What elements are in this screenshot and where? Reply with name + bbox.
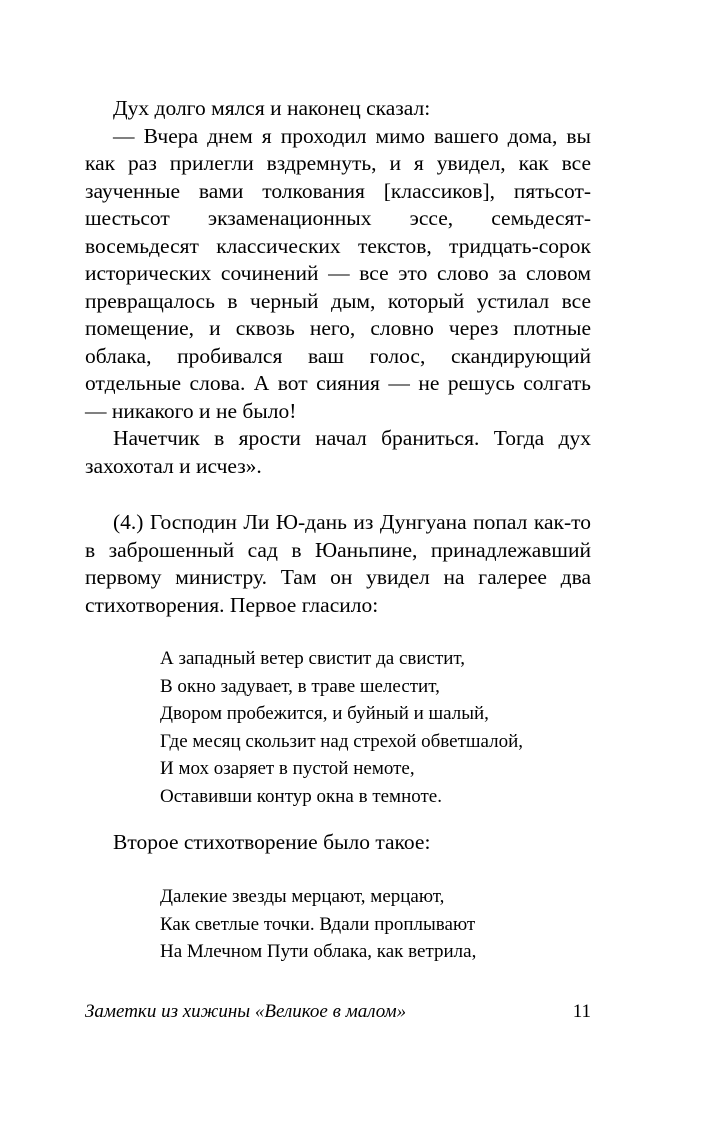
verse-line: И мох озаряет в пустой немоте, (160, 758, 415, 780)
verse-line: Как светлые точки. Вдали проплывают (160, 913, 476, 935)
paragraph: Дух долго мялся и наконец сказал: (113, 96, 431, 120)
verse-line: Оставивши контур окна в темноте. (160, 785, 442, 807)
text-block-dialogue (85, 95, 591, 480)
verse-line: В окно задувает, в траве шелестит, (160, 675, 440, 697)
paragraph: (4.) Господин Ли Ю-дань из Дунгуана попал как-то в заброшенный сад в Юаньпине, принадлежавший первому министру. Там он увидел на галерее два стихотворения. Первое гласило: (85, 510, 591, 617)
text-block-second-poem-intro (85, 829, 591, 857)
running-title: Заметки из хижины «Великое в малом» (85, 1001, 407, 1022)
paragraph: Второе стихотворение было такое: (113, 830, 431, 854)
poem-first (160, 645, 523, 811)
paragraph: Начетчик в ярости начал браниться. Тогда дух захохотал и исчез». (85, 426, 591, 478)
paragraph: — Вчера днем я проходил мимо вашего дома, вы как раз прилегли вздремнуть, и я увидел, как все заученные вами толкования [классиков], пятьсот-шестьсот экзаменационных эссе, семьдесят-восемьдесят классических текстов, тридцать-сорок исторических сочинений — все это слово за словом превращалось в черный дым, который устилал все помещение, и сквозь него, словно через плотные облака, пробивался ваш голос, скандирующий отдельные слова. А вот сияния — не решусь солгать — никакого и не было! (85, 123, 591, 423)
verse-line: На Млечном Пути облака, как ветрила, (160, 941, 477, 963)
verse-line: Двором пробежится, и буйный и шалый, (160, 703, 489, 725)
verse-line: Далекие звезды мерцают, мерцают, (160, 886, 445, 907)
text-block-story-4 (85, 509, 591, 619)
page-number: 11 (572, 1001, 591, 1022)
verse-line: Где месяц скользит над стрехой обветшалой, (160, 730, 524, 752)
poem-second (160, 883, 476, 966)
verse-line: А западный ветер свистит да свистит, (160, 648, 466, 669)
